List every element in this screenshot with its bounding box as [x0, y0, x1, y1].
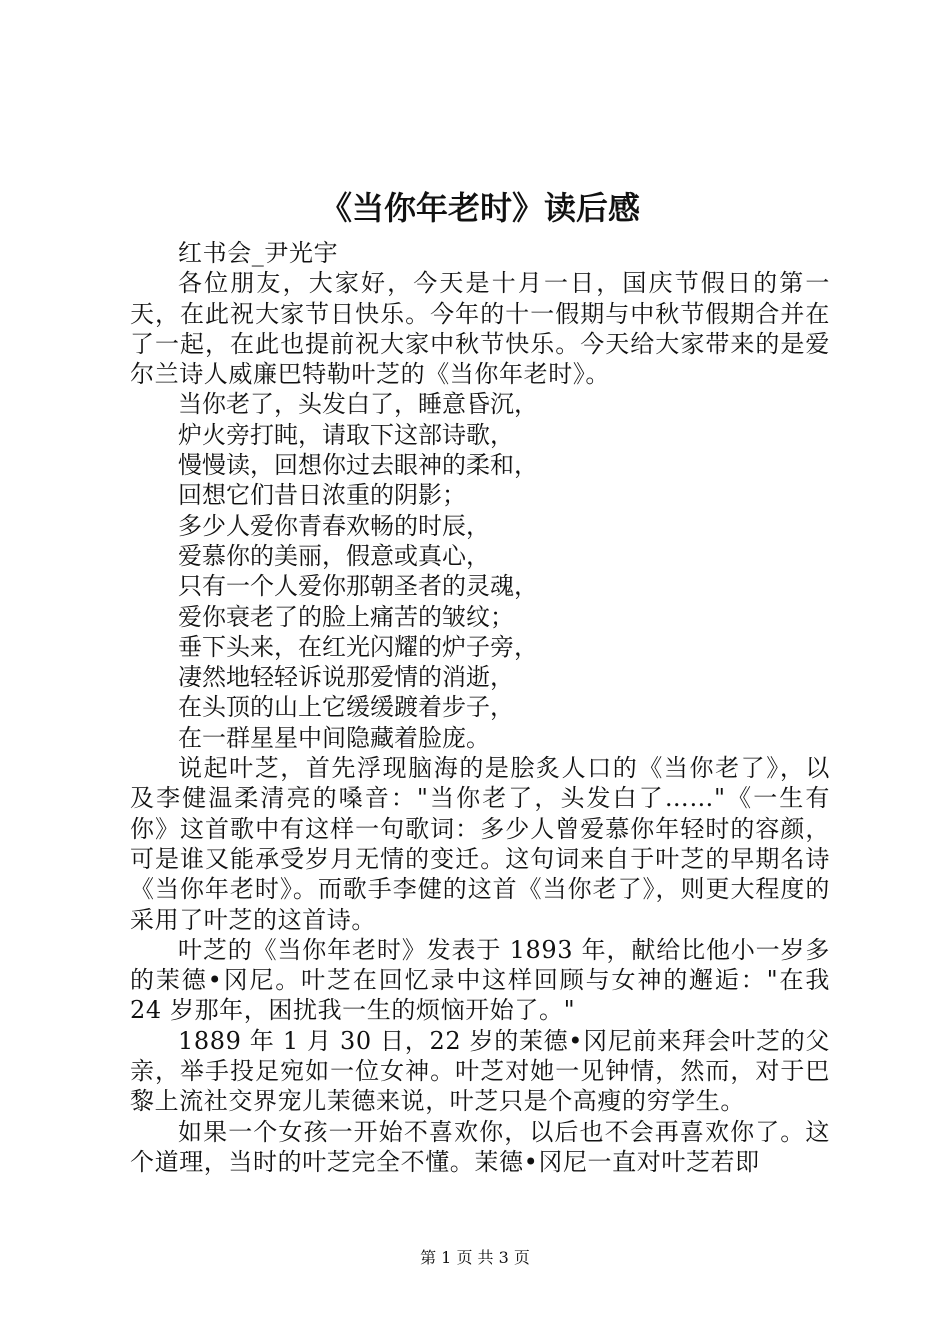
poem-line: 垂下头来，在红光闪耀的炉子旁，	[178, 632, 538, 661]
poem-block	[130, 389, 830, 753]
poem-line: 多少人爱你青春欢畅的时辰，	[178, 511, 490, 540]
poem-line: 炉火旁打盹，请取下这部诗歌，	[178, 420, 514, 449]
body-paragraph: 叶芝的《当你年老时》发表于 1893 年，献给比他小一岁多的茉德•冈尼。叶芝在回忆录中这样回顾与女神的邂逅："在我 24 岁那年，困扰我一生的烦恼开始了。"	[130, 935, 830, 1025]
poem-line: 慢慢读，回想你过去眼神的柔和，	[178, 451, 538, 480]
poem-line: 爱慕你的美丽，假意或真心，	[178, 541, 490, 570]
poem-line: 只有一个人爱你那朝圣者的灵魂，	[178, 572, 538, 601]
poem-line: 在头顶的山上它缓缓踱着步子，	[178, 693, 514, 722]
intro-paragraph: 各位朋友，大家好，今天是十月一日，国庆节假日的第一天，在此祝大家节日快乐。今年的十一假期与中秋节假期合并在了一起，在此也提前祝大家中秋节快乐。今天给大家带来的是爱尔兰诗人威廉巴特勒叶芝的《当你年老时》。	[130, 269, 830, 389]
document-body	[130, 238, 830, 1177]
poem-line: 当你老了，头发白了，睡意昏沉，	[178, 390, 538, 419]
body-paragraph: 1889 年 1 月 30 日，22 岁的茉德•冈尼前来拜会叶芝的父亲，举手投足宛如一位女神。叶芝对她一见钟情，然而，对于巴黎上流社交界宠儿茉德来说，叶芝只是个高瘦的穷学生。	[130, 1026, 830, 1116]
poem-line: 凄然地轻轻诉说那爱情的消逝，	[178, 663, 514, 692]
document-title: 《当你年老时》读后感	[319, 189, 640, 227]
page-footer: 第 1 页 共 3 页	[420, 1248, 530, 1267]
poem-line: 爱你衰老了的脸上痛苦的皱纹；	[178, 602, 514, 631]
poem-line: 回想它们昔日浓重的阴影；	[178, 481, 466, 510]
poem-line: 在一群星星中间隐藏着脸庞。	[178, 723, 490, 752]
body-paragraph: 说起叶芝，首先浮现脑海的是脍炙人口的《当你老了》，以及李健温柔清亮的嗓音："当你老了，头发白了……"《一生有你》这首歌中有这样一句歌词：多少人曾爱慕你年轻时的容颜，可是谁又能承受岁月无情的变迁。这句词来自于叶芝的早期名诗《当你年老时》。而歌手李健的这首《当你老了》，则更大程度的采用了叶芝的这首诗。	[130, 754, 830, 934]
author-line: 红书会_尹光宇	[178, 239, 339, 267]
body-paragraph: 如果一个女孩一开始不喜欢你，以后也不会再喜欢你了。这个道理，当时的叶芝完全不懂。茉德•冈尼一直对叶芝若即	[130, 1117, 830, 1176]
